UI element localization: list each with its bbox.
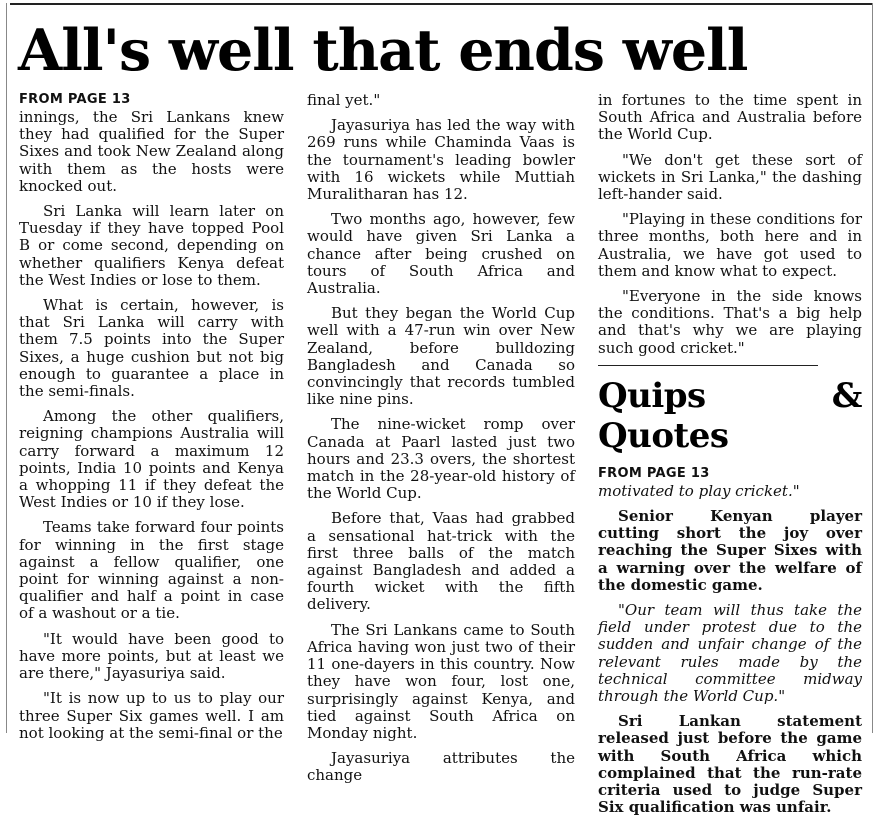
quote-tail: motivated to play cricket." xyxy=(598,481,800,500)
article-column-2 xyxy=(307,92,575,793)
left-border xyxy=(6,3,7,733)
article-column-1 xyxy=(19,92,284,750)
section-divider xyxy=(598,365,818,366)
paragraph: The nine-wicket romp over Canada at Paarl lasted just two hours and 23.3 overs, the shortest match in the 28-year-old history of the World Cup. xyxy=(307,415,575,503)
paragraph: "It would have been good to have more points, but at least we are there," Jayasuriya said. xyxy=(19,629,284,683)
quote-attribution: Sri Lankan statement released just before the game with South Africa which complained that the run-rate criteria used to judge Super Six qualification was unfair. xyxy=(598,712,862,817)
headline: All's well that ends well xyxy=(18,17,748,84)
quote: "Our team will thus take the field under protest due to the sudden and unfair change of the relevant rules made by the technical committee midway through the World Cup." xyxy=(598,601,862,706)
paragraph: Two months ago, however, few would have given Sri Lanka a chance after being crushed on tours of South Africa and Australia. xyxy=(307,210,575,298)
quips-quotes-heading: Quips & Quotes xyxy=(598,375,862,456)
right-border xyxy=(872,3,873,733)
paragraph: Sri Lanka will learn later on Tuesday if they have topped Pool B or come second, depending on whether qualifiers Kenya defeat the West Indies or lose to them. xyxy=(19,202,284,289)
from-page-kicker: FROM PAGE 13 xyxy=(19,92,131,107)
paragraph: The Sri Lankans came to South Africa having won just two of their 11 one-dayers in this country. Now they have won four, lost one, surprisingly against Kenya, and tied against South Africa on Monday night. xyxy=(307,620,575,742)
paragraph: final yet." xyxy=(307,91,381,109)
paragraph: Jayasuriya has led the way with 269 runs while Chaminda Vaas is the tournament's leading bowler with 16 wickets while Muttiah Muralitharan has 12. xyxy=(307,116,575,204)
article-column-3 xyxy=(598,92,862,825)
paragraph: Jayasuriya attributes the change xyxy=(307,749,575,785)
paragraph: Before that, Vaas had grabbed a sensational hat-trick with the first three balls of the match against Bangladesh and added a fourth wicket with the fifth delivery. xyxy=(307,509,575,614)
paragraph: "Everyone in the side knows the conditions. That's a big help and that's why we are playing such good cricket." xyxy=(598,287,862,357)
paragraph: Among the other qualifiers, reigning champions Australia will carry forward a maximum 12 points, India 10 points and Kenya a whopping 11 if they defeat the West Indies or 10 if they lose. xyxy=(19,407,284,512)
paragraph: What is certain, however, is that Sri Lanka will carry with them 7.5 points into the Super Sixes, a huge cushion but not big enough to guarantee a place in the semi-finals. xyxy=(19,296,284,401)
paragraph: in fortunes to the time spent in South Africa and Australia before the World Cup. xyxy=(598,91,862,144)
paragraph: innings, the Sri Lankans knew they had qualified for the Super Sixes and took New Zealand along with them as the hosts were knocked out. xyxy=(19,108,284,195)
paragraph: "It is now up to us to play our three Super Six games well. I am not looking at the semi-final or the xyxy=(19,689,284,742)
paragraph: "Playing in these conditions for three months, both here and in Australia, we have got used to them and know what to expect. xyxy=(598,210,862,280)
top-rule xyxy=(10,3,872,5)
quips-from-page-kicker: FROM PAGE 13 xyxy=(598,465,710,481)
paragraph: Teams take forward four points for winning in the first stage against a fellow qualifier, one point for winning against a non-qualifier and half a point in case of a washout or a tie. xyxy=(19,518,284,623)
quote-attribution: Senior Kenyan player cutting short the joy over reaching the Super Sixes with a warning over the welfare of the domestic game. xyxy=(598,507,862,594)
paragraph: "We don't get these sort of wickets in Sri Lanka," the dashing left-hander said. xyxy=(598,150,862,204)
paragraph: But they began the World Cup well with a 47-run win over New Zealand, before bulldozing Bangladesh and Canada so convincingly that records tumbled like nine pins. xyxy=(307,304,575,409)
